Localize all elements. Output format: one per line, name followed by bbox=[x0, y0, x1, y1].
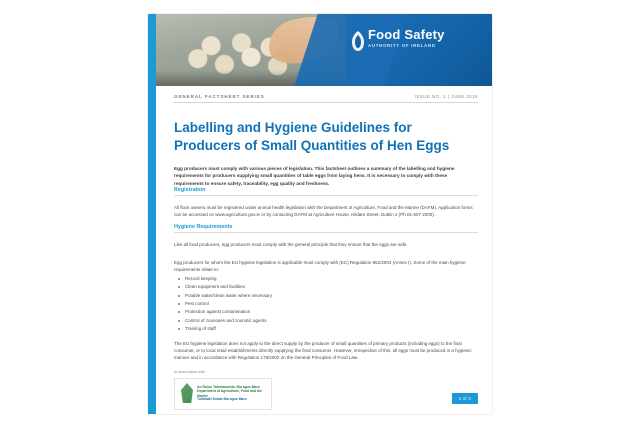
list-item: Record keeping bbox=[178, 275, 472, 283]
series-label: GENERAL FACTSHEET SERIES bbox=[174, 94, 265, 99]
page-number-badge: 1 of 3 bbox=[452, 393, 478, 404]
page-spine bbox=[148, 14, 156, 414]
list-item: Clean equipment and facilities bbox=[178, 283, 472, 291]
hygiene-paragraph-2: Egg producers for whom the EU hygiene legislation is applicable must comply with (EC) Regulation 852/2004 (Annex I). Some of the main hygiene requirements relate to: bbox=[174, 259, 466, 272]
fsai-logo bbox=[368, 28, 445, 48]
section-heading-hygiene: Hygiene Requirements bbox=[174, 224, 233, 230]
header-divider bbox=[174, 102, 478, 103]
hygiene-requirements-list bbox=[178, 275, 472, 333]
section-divider-registration bbox=[174, 195, 478, 196]
section-divider-hygiene bbox=[174, 232, 478, 233]
list-item: Potable water/clean water where necessary bbox=[178, 292, 472, 300]
hygiene-closing-paragraph: The EU hygiene legislation does not apply to the direct supply by the producer of small quantities of primary products (including eggs) to the final consumer, or to local retail establishments directly supplying the final consumer. However, irrespective of this, all eggs must be produced in a hygienic manner and in accordance with Regulation 178/2002 on the General Principles of Food Law. bbox=[174, 340, 472, 361]
hygiene-paragraph-1: Like all food producers, egg producers must comply with the general principle that they ensure that the eggs are safe. bbox=[174, 241, 408, 247]
list-item: Training of staff bbox=[178, 325, 472, 333]
association-label: In association with bbox=[174, 370, 206, 374]
daff-logo-line-1: An Roinn Talmhaíochta, Bia agus Mara Department of Agriculture, Food and the Marine bbox=[197, 385, 263, 398]
list-item: Control of zoonoses and zoonotic agents bbox=[178, 317, 472, 325]
brand-band bbox=[346, 14, 492, 86]
harp-icon bbox=[181, 383, 193, 403]
list-item: Pest control bbox=[178, 300, 472, 308]
fsai-emblem-icon bbox=[350, 30, 366, 52]
daff-logo bbox=[174, 378, 272, 410]
lead-paragraph: Egg producers must comply with various pieces of legislation. This factsheet outlines a summary of the labelling and hygiene requirements for producers supplying small quantities of table eggs from laying hens. It is necessary to comply with these requirements to ensure safety, traceability, egg quality and freshness. bbox=[174, 165, 455, 186]
section-heading-registration: Registration bbox=[174, 187, 206, 193]
daff-logo-line-2: Tuilleadh Eolais Bia agus Mara bbox=[197, 397, 247, 401]
list-item: Protection against contamination bbox=[178, 308, 472, 316]
page-title: Labelling and Hygiene Guidelines for Producers of Small Quantities of Hen Eggs bbox=[174, 120, 450, 154]
issue-label: ISSUE NO. 2 | JUNE 2015 bbox=[414, 94, 478, 99]
page-header bbox=[156, 14, 492, 86]
brand-line-1: Food Safety bbox=[368, 27, 445, 42]
brand-line-2: AUTHORITY OF IRELAND bbox=[368, 43, 436, 48]
registration-paragraph: All flock owners must be registered under animal health legislation with the Department of Agriculture, Food and the Marine (DAFM). Application forms can be accessed on www.agriculture.gov.ie or by contacting DAFM at Agriculture House, Kildare Street, Dublin 2 (Ph 01-607 2000). bbox=[174, 204, 473, 217]
document-page bbox=[148, 14, 492, 414]
